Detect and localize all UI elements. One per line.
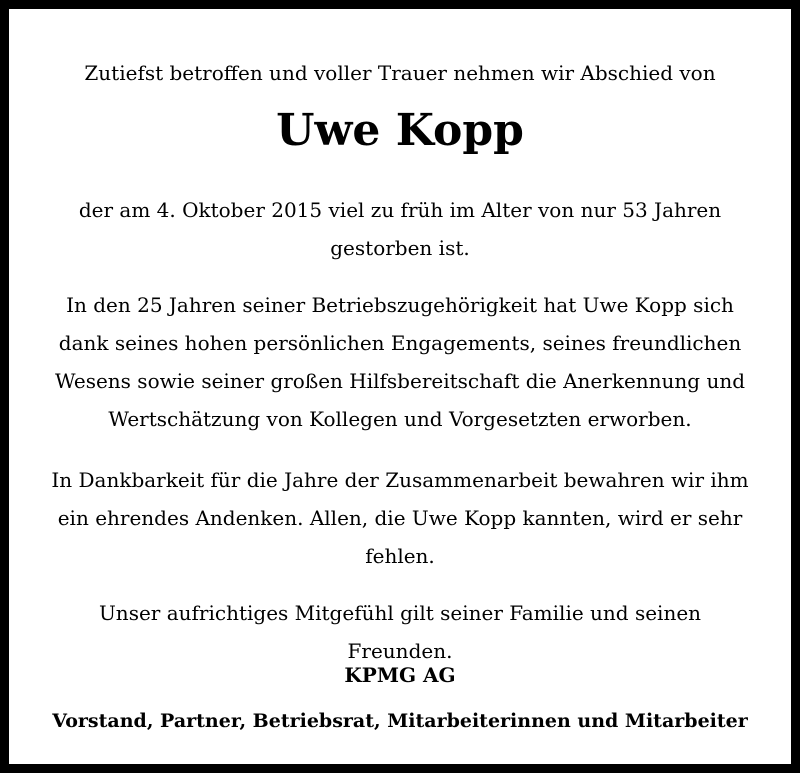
paragraph-remembrance: In Dankbarkeit für die Jahre der Zusammenarbeit bewahren wir ihm ein ehrendes Andenken. Allen, die Uwe Kopp kannten, wird er sehr fehlen.	[51, 468, 749, 568]
paragraph-death-date: der am 4. Oktober 2015 viel zu früh im Alter von nur 53 Jahren gestorben ist.	[78, 198, 722, 260]
paragraph-condolences: Unser aufrichtiges Mitgefühl gilt seiner Familie und seinen Freunden.	[98, 601, 702, 663]
company-name: KPMG AG	[344, 663, 456, 687]
signatories: Vorstand, Partner, Betriebsrat, Mitarbeiterinnen und Mitarbeiter	[52, 710, 748, 732]
intro-text: Zutiefst betroffen und voller Trauer nehmen wir Abschied von	[84, 61, 716, 85]
deceased-name: Uwe Kopp	[276, 105, 524, 156]
paragraph-tribute: In den 25 Jahren seiner Betriebszugehörigkeit hat Uwe Kopp sich dank seines hohen persönlichen Engagements, seines freundlichen Wesens sowie seiner großen Hilfsbereitschaft die Anerkennung und Wertschätzung von Kollegen und Vorgesetzten erworben.	[54, 293, 746, 431]
